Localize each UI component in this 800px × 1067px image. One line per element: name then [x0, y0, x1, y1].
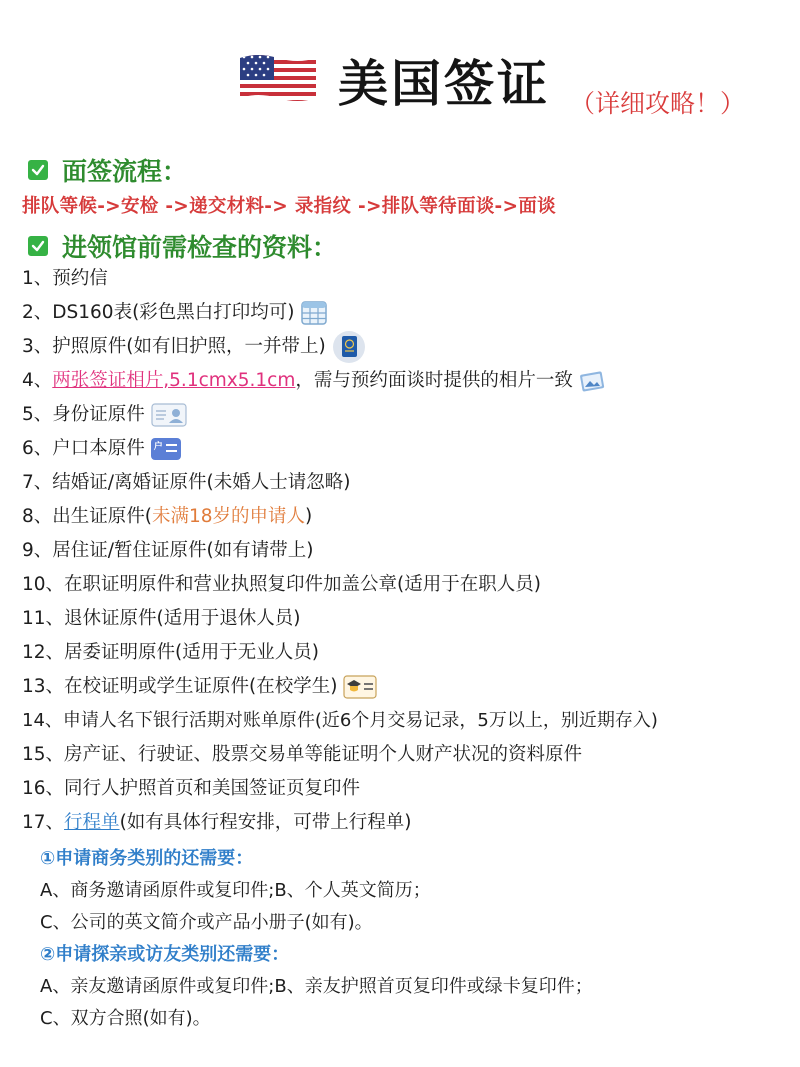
table-icon [301, 301, 327, 325]
item-number: 5、 [22, 404, 53, 425]
header [0, 40, 800, 130]
itinerary-link[interactable]: 行程单 [64, 812, 120, 833]
process-steps: 排队等候->安检 ->递交材料-> 录指纹 ->排队等待面谈->面谈 [22, 196, 556, 217]
check-icon [28, 160, 48, 180]
page-subtitle: （详细攻略！） [570, 89, 746, 118]
list-item [22, 398, 792, 432]
page-title: 美国签证 [338, 55, 550, 113]
item-text: 户口本原件 [52, 438, 145, 459]
business-line: C、公司的英文简介或产品小册子(如有)。 [40, 912, 373, 933]
visit-category-title: ②申请探亲或访友类别还需要： [40, 944, 290, 965]
minor-applicant-highlight: 未满18岁的申请人 [152, 506, 306, 527]
business-category-title: ①申请商务类别的还需要： [40, 848, 254, 869]
item-text: 护照原件(如有旧护照，一并带上) [52, 336, 326, 357]
list-item [22, 534, 792, 568]
item-text: 申请人名下银行活期对账单原件(近6个月交易记录，5万以上，别近期存入) [62, 710, 658, 731]
item-text: 预约信 [52, 268, 108, 289]
item-text: 房产证、行驶证、股票交易单等能证明个人财产状况的资料原件 [64, 744, 583, 765]
visit-line: A、亲友邀请函原件或复印件;B、亲友护照首页复印件或绿卡复印件； [40, 976, 593, 997]
item-number: 2、 [22, 302, 53, 323]
item-number: 16、 [22, 778, 65, 799]
document-list [22, 262, 792, 840]
photo-icon [579, 369, 605, 393]
item-number: 11、 [22, 608, 65, 629]
item-number: 8、 [22, 506, 53, 527]
business-line: A、商务邀请函原件或复印件;B、个人英文简历； [40, 880, 431, 901]
item-number: 7、 [22, 472, 53, 493]
list-item [22, 636, 792, 670]
us-flag-icon [238, 52, 318, 104]
item-text: 同行人护照首页和美国签证页复印件 [64, 778, 361, 799]
list-item [22, 364, 792, 398]
item-number: 4、 [22, 370, 53, 391]
list-item [22, 432, 792, 466]
list-item [22, 330, 792, 364]
item-text: ，需与预约面谈时提供的相片一致 [295, 370, 573, 391]
item-text: 居委证明原件(适用于无业人员) [64, 642, 319, 663]
list-item [22, 466, 792, 500]
item-number: 14、 [22, 710, 63, 731]
passport-icon [332, 330, 366, 364]
section-title: 面签流程： [62, 157, 188, 186]
section-checklist [28, 228, 337, 264]
item-text: 退休证原件(适用于退休人员) [64, 608, 301, 629]
id-card-icon [151, 403, 187, 427]
photo-requirement-highlight: 两张签证相片,5.1cmx5.1cm [52, 370, 296, 391]
item-number: 10、 [22, 574, 65, 595]
list-item [22, 806, 792, 840]
item-text: 居住证/暂住证原件(如有请带上) [52, 540, 314, 561]
item-text: 在校证明或学生证原件(在校学生) [64, 676, 338, 697]
check-icon [28, 236, 48, 256]
item-text: DS160表(彩色黑白打印均可) [52, 302, 295, 323]
list-item [22, 704, 792, 738]
item-number: 13、 [22, 676, 65, 697]
item-number: 6、 [22, 438, 53, 459]
item-text: 结婚证/离婚证原件(未婚人士请忽略) [52, 472, 351, 493]
list-item [22, 670, 792, 704]
item-text: (如有具体行程安排，可带上行程单) [119, 812, 412, 833]
item-text: 身份证原件 [52, 404, 145, 425]
section-interview-process [28, 152, 187, 188]
list-item [22, 262, 792, 296]
list-item [22, 296, 792, 330]
item-text: 在职证明原件和营业执照复印件加盖公章(适用于在职人员) [64, 574, 541, 595]
item-number: 3、 [22, 336, 53, 357]
item-number: 1、 [22, 268, 53, 289]
item-number: 17、 [22, 812, 65, 833]
item-number: 15、 [22, 744, 65, 765]
section-title: 进领馆前需检查的资料： [62, 233, 338, 262]
list-item [22, 772, 792, 806]
list-item [22, 738, 792, 772]
household-book-icon: 户 [151, 438, 181, 460]
list-item [22, 602, 792, 636]
student-card-icon [343, 675, 377, 699]
list-item [22, 500, 792, 534]
item-text: 出生证原件( [52, 506, 152, 527]
visit-line: C、双方合照(如有)。 [40, 1008, 211, 1029]
item-text-after: ) [305, 506, 313, 527]
item-number: 9、 [22, 540, 53, 561]
item-number: 12、 [22, 642, 65, 663]
list-item [22, 568, 792, 602]
